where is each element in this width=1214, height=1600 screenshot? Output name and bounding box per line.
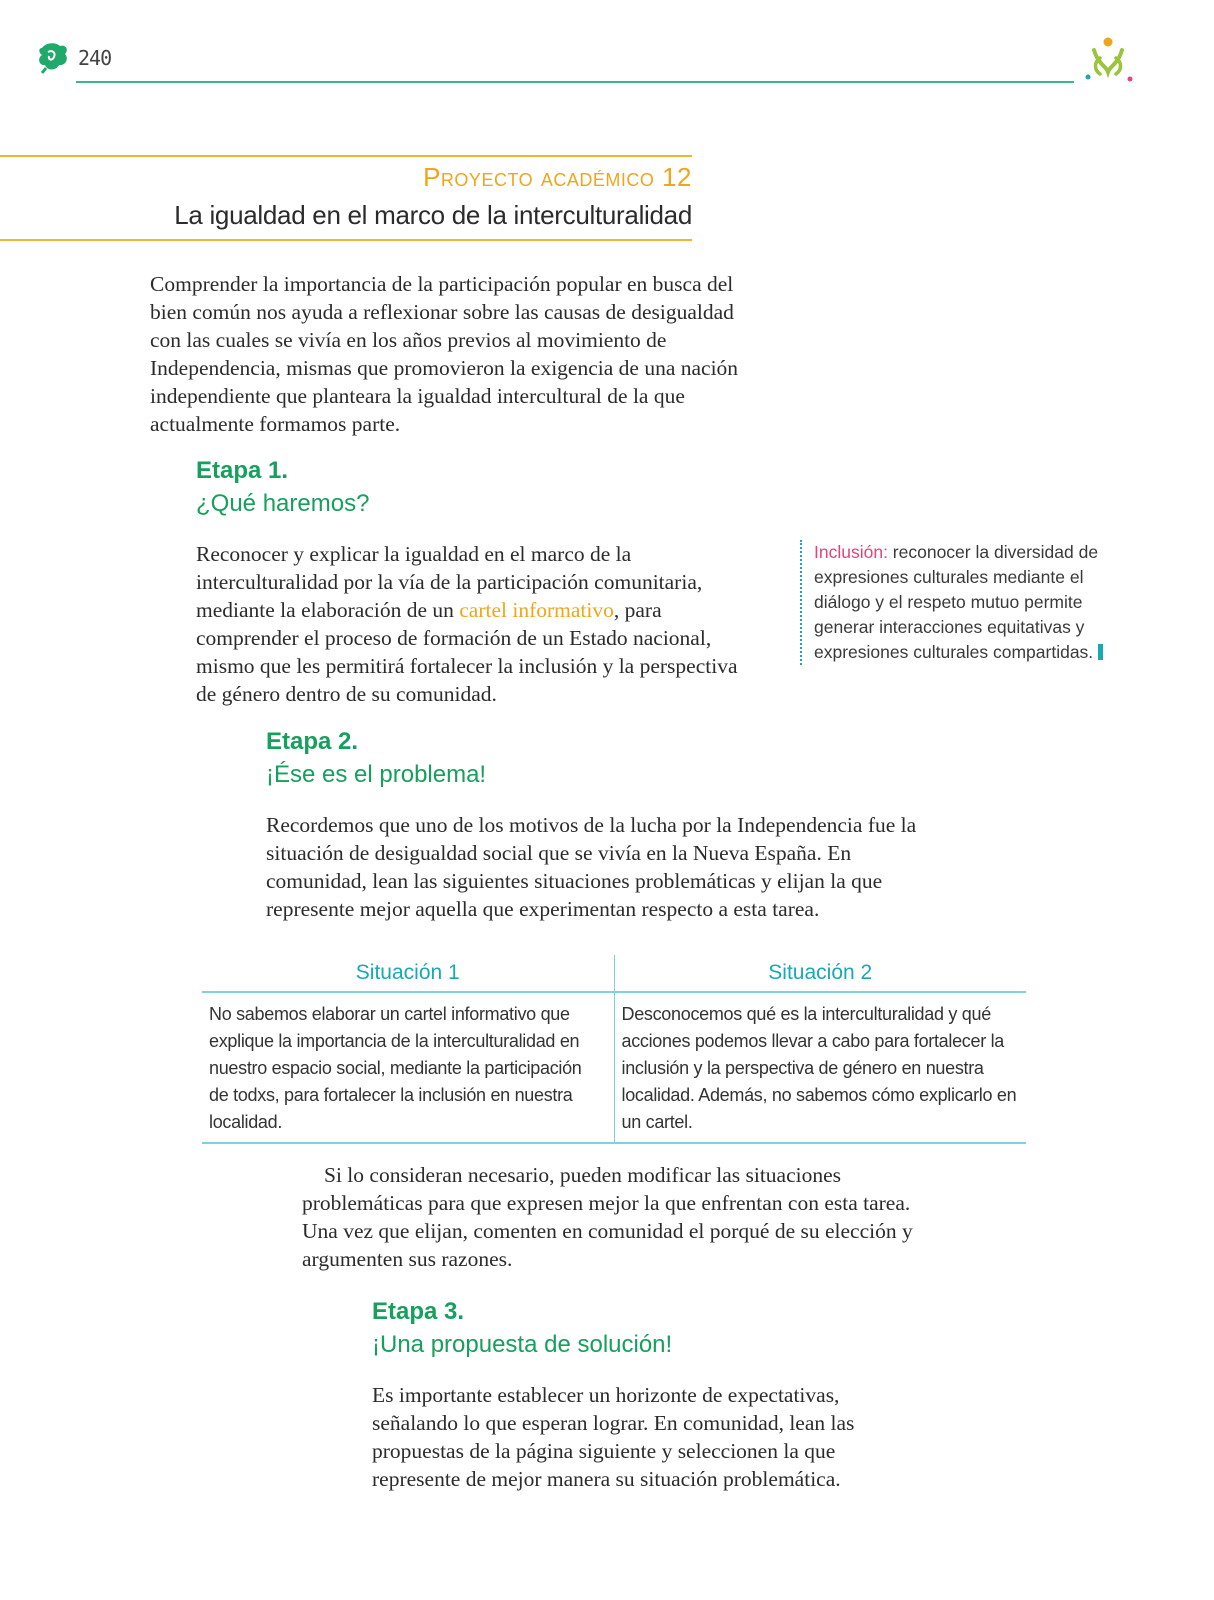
sidenote xyxy=(800,540,1104,665)
flower-person-logo-icon xyxy=(1080,32,1136,88)
page-number: 240 xyxy=(78,46,112,70)
table-header-row xyxy=(202,955,1026,992)
situation1-text: No sabemos elaborar un cartel informativo que explique la importancia de la interculturalidad en nuestro espacio social, mediante la participación de todxs, para fortalecer la inclusión en nuestra localidad. xyxy=(202,992,614,1143)
stage2-subtitle: ¡Ése es el problema! xyxy=(266,761,487,788)
stage3-paragraph: Es importante establecer un horizonte de expectativas, señalando lo que esperan lograr. En comunidad, lean las propuestas de la página siguiente y seleccionen la que represente de mejor manera su situación problemática. xyxy=(372,1383,855,1491)
sidenote-term: Inclusión: xyxy=(814,542,888,562)
title-rule-top xyxy=(0,155,692,157)
sidenote-text: reconocer la diversidad de expresiones culturales mediante el diálogo y el respeto mutuo permite generar interacciones equitativas y expresiones culturales compartidas. xyxy=(814,542,1099,662)
stage3-label: Etapa 3. xyxy=(372,1298,465,1325)
situation1-header: Situación 1 xyxy=(202,955,614,992)
stage1-label: Etapa 1. xyxy=(196,457,289,484)
stage1-text-before: Reconocer y explicar la igualdad en el marco de la interculturalidad por la vía de la participación comunitaria, mediante la elaboración de un xyxy=(196,542,703,622)
end-mark-icon xyxy=(1098,644,1103,660)
intro-paragraph: Comprender la importancia de la participación popular en busca del bien común nos ayuda a reflexionar sobre las causas de desigualdad con las cuales se vivía en los años previos al movimiento de Independencia, mismas que promovieron la exigencia de una nación independiente que planteara la igualdad intercultural de la que actualmente formamos parte. xyxy=(150,272,739,436)
stage1-text-after: , para comprender el proceso de formación de un Estado nacional, mismo que les permitirá fortalecer la inclusión y la perspectiva de género dentro de su comunidad. xyxy=(196,598,738,706)
situation2-header: Situación 2 xyxy=(614,955,1026,992)
stage1-paragraph xyxy=(196,540,756,708)
header-rule xyxy=(76,81,1074,83)
title-rule-bottom xyxy=(0,239,692,241)
project-label: Proyecto académico 12 xyxy=(423,162,692,192)
stage3-subtitle: ¡Una propuesta de solución! xyxy=(372,1331,673,1358)
stage2-paragraph: Recordemos que uno de los motivos de la lucha por la Independencia fue la situación de desigualdad social que se vivía en la Nueva España. En comunidad, lean las siguientes situaciones problemáticas y elijan la que represente mejor aquella que experimentan respecto a esta tarea. xyxy=(266,813,917,921)
stage1-highlight: cartel informativo xyxy=(459,598,614,622)
after-table-paragraph: Si lo consideran necesario, pueden modificar las situaciones problemáticas para que expresen mejor la que enfrentan con esta tarea. Una vez que elijan, comenten en comunidad el porqué de su elección y argumenten sus razones. xyxy=(302,1163,913,1271)
table-row xyxy=(202,992,1026,1143)
stage1-subtitle: ¿Qué haremos? xyxy=(196,490,370,517)
situations-table xyxy=(202,955,1026,1144)
stage2-label: Etapa 2. xyxy=(266,728,359,755)
situation2-text: Desconocemos qué es la interculturalidad y qué acciones podemos llevar a cabo para fortalecer la inclusión y la perspectiva de género en nuestra localidad. Además, no sabemos cómo explicarlo en un cartel. xyxy=(614,992,1026,1143)
leaf-logo-icon xyxy=(36,40,70,74)
project-title: La igualdad en el marco de la interculturalidad xyxy=(174,200,692,230)
